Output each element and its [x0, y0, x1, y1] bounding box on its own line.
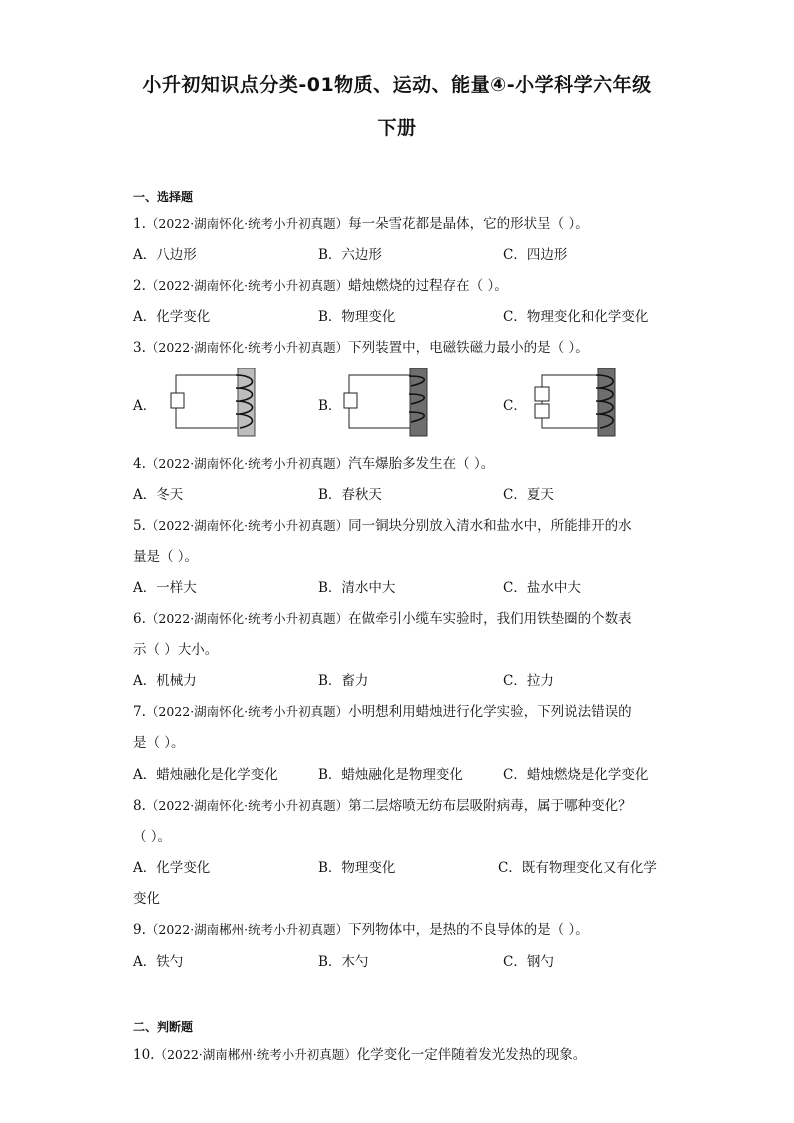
question-source: （2022·湖南怀化·统考小升初真题）: [145, 611, 349, 626]
question-text: 下列物体中，是热的不良导体的是（ ）。: [348, 922, 589, 938]
question-6-continued: 示（ ）大小。: [133, 642, 219, 658]
question-text: 蜡烛燃烧的过程存在（ ）。: [348, 278, 508, 294]
question-text: 汽车爆胎多发生在（ ）。: [348, 456, 495, 472]
option-b: B．畜力: [318, 673, 369, 689]
section-heading-judge: 二、判断题: [133, 1020, 194, 1034]
option-c: C．既有物理变化又有化学: [498, 860, 657, 876]
option-c: C．四边形: [503, 247, 568, 263]
question-number: 4.: [133, 456, 146, 472]
question-8-continued: （ ）。: [133, 829, 172, 845]
question-number: 10.: [133, 1047, 155, 1063]
question-number: 1.: [133, 216, 146, 232]
option-c: C．蜡烛燃烧是化学变化: [503, 767, 649, 783]
battery-icon: [171, 393, 184, 408]
question-source: （2022·湖南怀化·统考小升初真题）: [145, 704, 349, 719]
question-text: 化学变化一定伴随着发光发热的现象。: [356, 1047, 587, 1063]
question-text: 第二层熔喷无纺布层吸附病毒，属于哪种变化？: [348, 798, 632, 814]
option-b: B．清水中大: [318, 580, 396, 596]
document-title: 小升初知识点分类-01物质、运动、能量④-小学科学六年级: [142, 74, 652, 96]
option-b: B．蜡烛融化是物理变化: [318, 767, 463, 783]
section-heading-choice: 一、选择题: [133, 190, 194, 204]
question-number: 9.: [133, 922, 146, 938]
question-text: 小明想利用蜡烛进行化学实验，下列说法错误的: [348, 704, 632, 720]
question-source: （2022·湖南郴州·统考小升初真题）: [154, 1047, 357, 1062]
question-6: [133, 607, 632, 627]
question-source: （2022·湖南郴州·统考小升初真题）: [145, 922, 349, 937]
option-b: B．: [318, 398, 342, 414]
option-a: A．八边形: [133, 247, 197, 263]
question-number: 2.: [133, 278, 146, 294]
question-4: [133, 452, 494, 472]
question-source: （2022·湖南怀化·统考小升初真题）: [145, 456, 349, 471]
question-source: （2022·湖南怀化·统考小升初真题）: [145, 216, 349, 231]
option-b: B．物理变化: [318, 309, 396, 325]
question-10: [133, 1043, 586, 1063]
question-number: 7.: [133, 704, 146, 720]
question-1: [133, 212, 589, 232]
question-number: 8.: [133, 798, 146, 814]
option-a: A．冬天: [133, 487, 184, 503]
question-source: （2022·湖南怀化·统考小升初真题）: [145, 798, 349, 813]
option-a: A．机械力: [133, 673, 197, 689]
option-a: A．铁勺: [133, 954, 184, 970]
option-c: C．钢勺: [503, 954, 554, 970]
option-c: C．拉力: [503, 673, 554, 689]
battery-icon: [344, 393, 357, 408]
question-5-continued: 量是（ ）。: [133, 549, 199, 565]
option-a: A．蜡烛融化是化学变化: [133, 767, 278, 783]
question-9: [133, 918, 589, 938]
option-b: B．春秋天: [318, 487, 382, 503]
battery-icon: [535, 404, 549, 418]
question-2: [133, 274, 508, 294]
question-text: 下列装置中，电磁铁磁力最小的是（ ）。: [348, 340, 589, 356]
question-5: [133, 514, 632, 534]
option-c: C．物理变化和化学变化: [503, 309, 649, 325]
question-source: （2022·湖南怀化·统考小升初真题）: [145, 518, 349, 533]
question-number: 3.: [133, 340, 146, 356]
question-text: 同一铜块分别放入清水和盐水中，所能排开的水: [348, 518, 632, 534]
electromagnet-diagram-c: [530, 368, 630, 438]
option-b: B．木勺: [318, 954, 369, 970]
question-8: [133, 794, 632, 814]
option-c-continued: 变化: [133, 891, 160, 907]
option-b: B．物理变化: [318, 860, 396, 876]
question-3: [133, 336, 589, 356]
option-a: A．一样大: [133, 580, 197, 596]
question-7: [133, 700, 632, 720]
option-a: A．化学变化: [133, 860, 211, 876]
option-c: C．盐水中大: [503, 580, 581, 596]
option-c: C．夏天: [503, 487, 554, 503]
question-source: （2022·湖南怀化·统考小升初真题）: [145, 278, 349, 293]
question-number: 6.: [133, 611, 146, 627]
question-text: 每一朵雪花都是晶体，它的形状呈（ ）。: [348, 216, 589, 232]
battery-icon: [535, 387, 549, 401]
electromagnet-diagram-a: [168, 368, 268, 438]
option-a: A．化学变化: [133, 309, 211, 325]
question-7-continued: 是（ ）。: [133, 735, 185, 751]
option-c: C．: [503, 398, 527, 414]
question-number: 5.: [133, 518, 146, 534]
question-source: （2022·湖南怀化·统考小升初真题）: [145, 340, 349, 355]
option-a: A．: [133, 398, 157, 414]
electromagnet-diagram-b: [341, 368, 441, 438]
document-title-line2: 下册: [377, 117, 417, 139]
option-b: B．六边形: [318, 247, 382, 263]
question-text: 在做牵引小缆车实验时，我们用铁垫圈的个数表: [348, 611, 632, 627]
